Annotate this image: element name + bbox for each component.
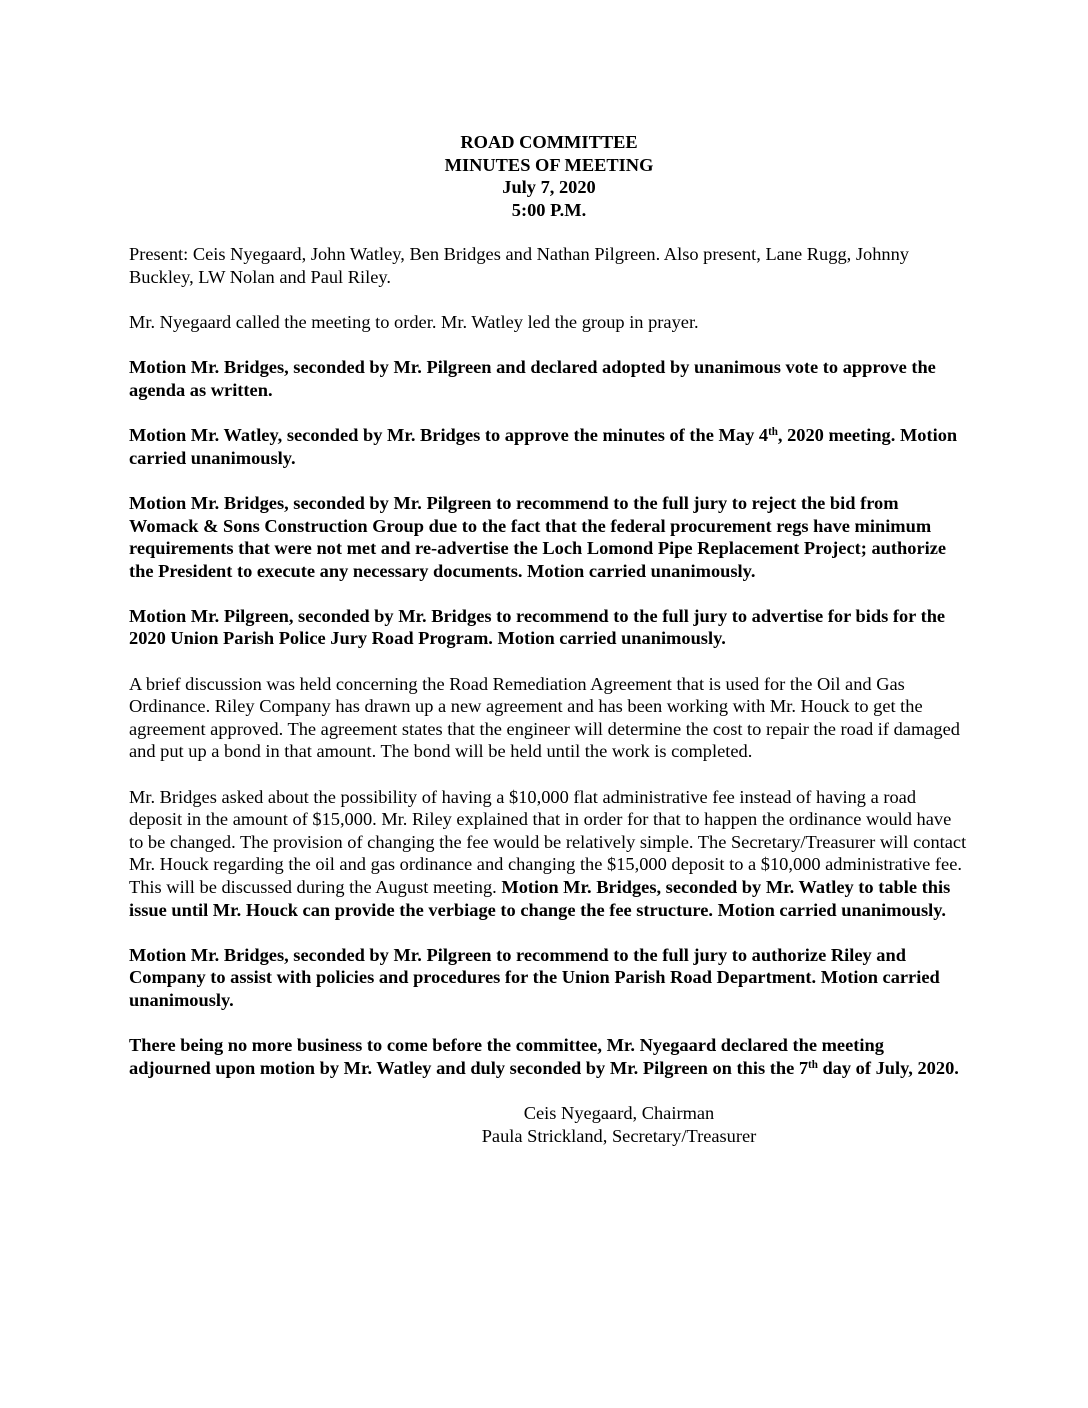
adjournment-paragraph (129, 1034, 969, 1079)
motion-reject-bid: Motion Mr. Bridges, seconded by Mr. Pilgreen to recommend to the full jury to reject the bid from Womack & Sons Construction Group due to the fact that the federal procurement regs have minimum requirements that were not met and re-advertise the Loch Lomond Pipe Replacement Project; authorize the President to execute any necessary documents. Motion carried unanimously. (129, 492, 947, 581)
document-title: MINUTES OF MEETING (444, 154, 654, 175)
meeting-time: 5:00 P.M. (511, 199, 587, 220)
motion-minutes (129, 424, 969, 469)
secretary-signature: Paula Strickland, Secretary/Treasurer (481, 1125, 757, 1146)
motion-agenda: Motion Mr. Bridges, seconded by Mr. Pilgreen and declared adopted by unanimous vote to approve the agenda as written. (129, 357, 936, 400)
chairman-signature: Ceis Nyegaard, Chairman (523, 1102, 715, 1123)
motion-minutes-text-end: , 2020 meeting. Motion carried unanimously. (129, 425, 958, 468)
document-header (129, 131, 969, 221)
fee-discussion-paragraph (129, 786, 969, 922)
committee-title: ROAD COMMITTEE (460, 132, 638, 152)
minutes-content (129, 131, 969, 1147)
fee-discussion-text: Mr. Bridges asked about the possibility of having a $10,000 flat administrative fee instead of having a road deposit in the amount of $15,000. Mr. Riley explained that in order for that to happen the ordinance would have to be changed. The provision of changing the fee would be relatively simple. The Secretary/Treasurer will contact Mr. Houck regarding the oil and gas ordinance and changing the $15,000 deposit to a $10,000 administrative fee. This will be discussed during the August meeting. (129, 786, 967, 897)
meeting-date: July 7, 2020 (502, 177, 596, 198)
adjournment-text: There being no more business to come before the committee, Mr. Nyegaard declared the meeting adjourned upon motion by Mr. Watley and duly seconded by Mr. Pilgreen on this the 7 (129, 1035, 884, 1078)
ordinal-suffix: th (808, 1058, 818, 1071)
attendance-paragraph: Present: Ceis Nyegaard, John Watley, Ben Bridges and Nathan Pilgreen. Also present, Lane Rugg, Johnny Buckley, LW Nolan and Paul Riley. (129, 244, 909, 287)
adjournment-text-end: day of July, 2020. (817, 1057, 959, 1078)
motion-riley-company: Motion Mr. Bridges, seconded by Mr. Pilgreen to recommend to the full jury to authorize Riley and Company to assist with policies and procedures for the Union Parish Road Department. Motion carried unanimously. (129, 944, 940, 1010)
motion-minutes-text: Motion Mr. Watley, seconded by Mr. Bridges to approve the minutes of the May 4 (129, 425, 769, 446)
signature-block (269, 1102, 969, 1147)
call-to-order-paragraph: Mr. Nyegaard called the meeting to order. Mr. Watley led the group in prayer. (129, 312, 699, 333)
motion-advertise-bids: Motion Mr. Pilgreen, seconded by Mr. Bridges to recommend to the full jury to advertise for bids for the 2020 Union Parish Police Jury Road Program. Motion carried unanimously. (129, 605, 946, 649)
ordinal-suffix: th (768, 426, 778, 439)
motion-table-issue: Motion Mr. Bridges, seconded by Mr. Watley to table this issue until Mr. Houck can provide the verbiage to change the fee structure. Motion carried unanimously. (129, 877, 951, 920)
discussion-paragraph: A brief discussion was held concerning the Road Remediation Agreement that is used for the Oil and Gas Ordinance. Riley Company has drawn up a new agreement and has been working with Mr. Houck to get the agreement approved. The agreement states that the engineer will determine the cost to repair the road if damaged and put up a bond in that amount. The bond will be held until the work is completed. (129, 673, 960, 762)
